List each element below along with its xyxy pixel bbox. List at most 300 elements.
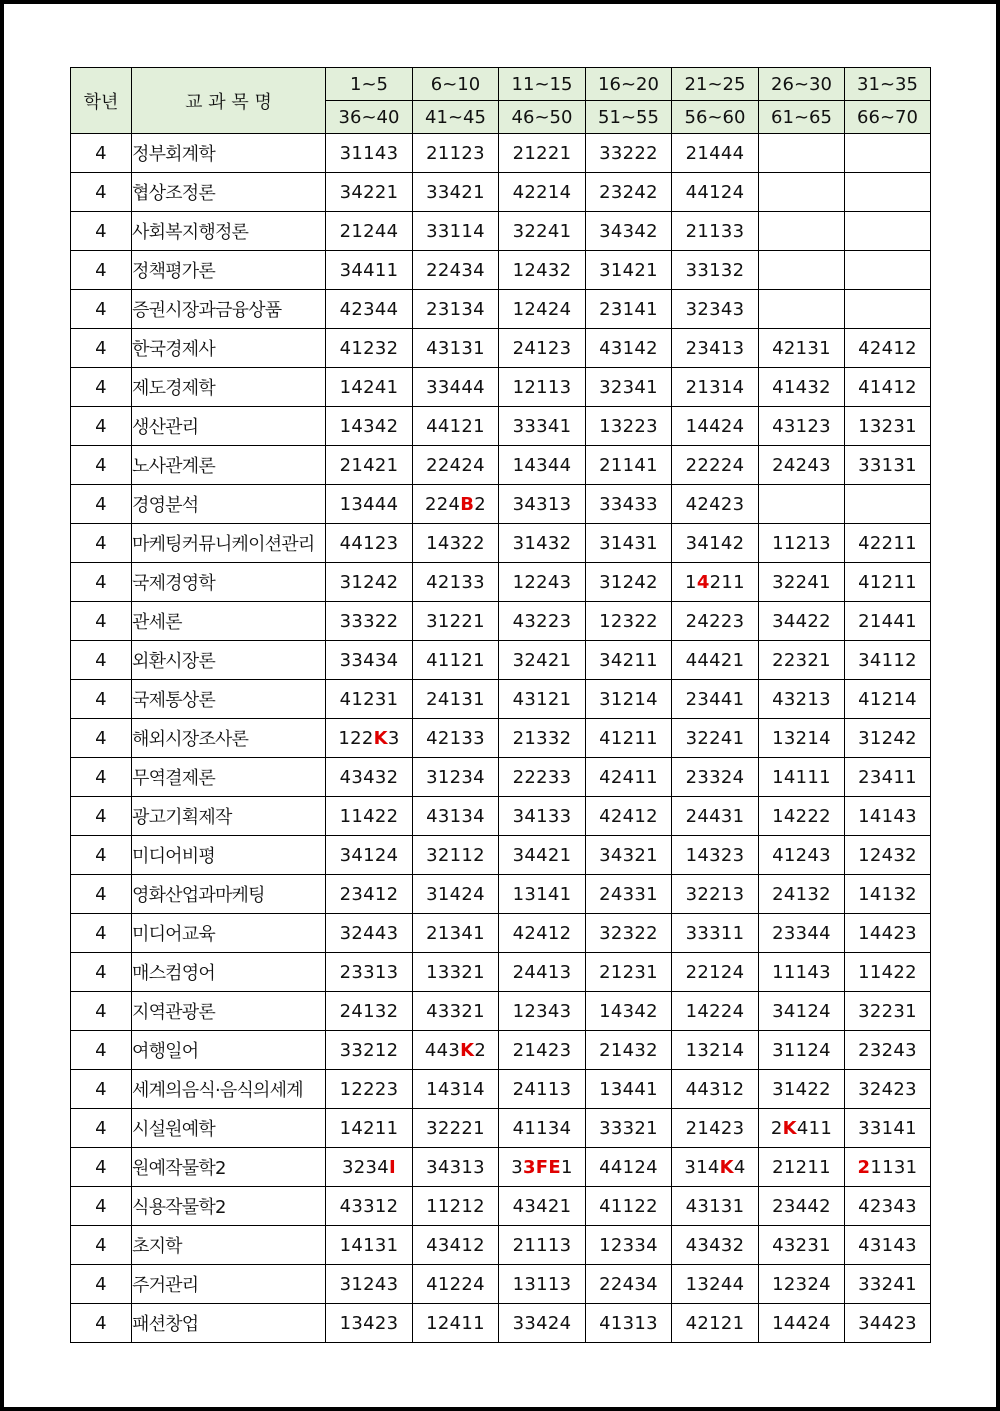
answer-code-cell: 32241	[672, 719, 759, 758]
table-row	[71, 173, 931, 212]
answer-code-cell	[759, 134, 845, 173]
code-character: 1	[561, 1156, 573, 1178]
answer-code-cell: 41232	[326, 329, 413, 368]
answer-code-cell: 12424	[499, 290, 586, 329]
code-character: 1	[870, 1156, 883, 1178]
grade-cell: 4	[71, 875, 132, 914]
range-header-bottom: 56~60	[672, 101, 759, 134]
grade-cell: 4	[71, 407, 132, 446]
code-character: 3	[341, 1156, 354, 1178]
answer-code-cell: 21314	[672, 368, 759, 407]
answer-code-cell: 11213	[759, 524, 845, 563]
table-row	[71, 953, 931, 992]
answer-code-cell: 14423	[845, 914, 931, 953]
table-row	[71, 368, 931, 407]
table-row	[71, 1226, 931, 1265]
table-row	[71, 329, 931, 368]
answer-code-cell	[845, 485, 931, 524]
table-row	[71, 563, 931, 602]
answer-code-cell: 44421	[672, 641, 759, 680]
grade-cell: 4	[71, 1226, 132, 1265]
code-character: 2	[350, 727, 362, 749]
answer-code-cell	[326, 719, 413, 758]
answer-code-cell: 32241	[499, 212, 586, 251]
answer-code-cell: 13214	[759, 719, 845, 758]
answer-code-cell: 14143	[845, 797, 931, 836]
corrected-character: 3	[522, 1156, 536, 1178]
code-character: 3	[893, 1156, 906, 1178]
range-header-bottom: 61~65	[759, 101, 845, 134]
answer-code-cell: 13444	[326, 485, 413, 524]
answer-code-cell	[413, 1031, 499, 1070]
code-character: 1	[820, 1117, 833, 1139]
answer-code-cell: 42214	[499, 173, 586, 212]
table-row	[71, 602, 931, 641]
answer-code-cell: 14131	[326, 1226, 413, 1265]
answer-code-cell: 32241	[759, 563, 845, 602]
answer-code-cell: 41214	[845, 680, 931, 719]
grade-cell: 4	[71, 914, 132, 953]
answer-code-cell: 13321	[413, 953, 499, 992]
subject-name-cell: 생산관리	[132, 407, 326, 446]
answer-code-cell	[845, 290, 931, 329]
answer-code-cell	[845, 251, 931, 290]
table-row	[71, 680, 931, 719]
grade-cell: 4	[71, 953, 132, 992]
answer-code-cell: 34221	[326, 173, 413, 212]
answer-code-cell: 33241	[845, 1265, 931, 1304]
answer-code-cell: 13113	[499, 1265, 586, 1304]
corrected-character: K	[460, 1039, 475, 1061]
answer-code-cell: 22224	[672, 446, 759, 485]
code-character: 4	[448, 493, 461, 515]
answer-code-cell	[759, 173, 845, 212]
answer-code-cell: 43421	[499, 1187, 586, 1226]
table-row	[71, 446, 931, 485]
answer-code-cell: 31432	[499, 524, 586, 563]
answer-code-cell: 12113	[499, 368, 586, 407]
answer-code-cell: 44123	[326, 524, 413, 563]
answer-code-cell: 33421	[413, 173, 499, 212]
answer-code-cell: 42133	[413, 563, 499, 602]
answer-code-cell: 21231	[586, 953, 672, 992]
answer-code-cell: 24132	[326, 992, 413, 1031]
answer-code-cell: 34313	[499, 485, 586, 524]
subject-name-cell: 해외시장조사론	[132, 719, 326, 758]
answer-code-cell: 11143	[759, 953, 845, 992]
subject-name-cell: 한국경제사	[132, 329, 326, 368]
range-header-bottom: 36~40	[326, 101, 413, 134]
answer-code-cell: 43131	[413, 329, 499, 368]
subject-name-cell: 제도경제학	[132, 368, 326, 407]
answer-code-cell: 21332	[499, 719, 586, 758]
answer-code-cell	[845, 1148, 931, 1187]
answer-code-cell: 33434	[326, 641, 413, 680]
answer-code-cell: 31421	[586, 251, 672, 290]
answer-code-cell: 24331	[586, 875, 672, 914]
answer-code-cell	[759, 485, 845, 524]
answer-code-cell: 33433	[586, 485, 672, 524]
answer-code-cell: 34313	[413, 1148, 499, 1187]
range-header-top: 11~15	[499, 68, 586, 101]
range-header-bottom: 51~55	[586, 101, 672, 134]
code-character: 2	[436, 493, 449, 515]
table-row	[71, 524, 931, 563]
grade-cell: 4	[71, 836, 132, 875]
answer-code-cell: 21432	[586, 1031, 672, 1070]
grade-cell: 4	[71, 719, 132, 758]
subject-name-cell: 국제경영학	[132, 563, 326, 602]
subject-name-cell: 시설원예학	[132, 1109, 326, 1148]
answer-code-cell: 23441	[672, 680, 759, 719]
code-character: 1	[905, 1156, 918, 1178]
answer-code-cell: 42343	[845, 1187, 931, 1226]
table-row	[71, 758, 931, 797]
answer-code-cell: 14314	[413, 1070, 499, 1109]
subject-name-cell: 식용작물학2	[132, 1187, 326, 1226]
answer-code-cell: 44124	[586, 1148, 672, 1187]
corrected-character: E	[548, 1156, 562, 1178]
code-character: 3	[511, 1156, 523, 1178]
answer-code-cell: 42211	[845, 524, 931, 563]
table-header	[71, 68, 931, 134]
answer-code-cell: 44124	[672, 173, 759, 212]
range-header-bottom: 46~50	[499, 101, 586, 134]
table-row	[71, 836, 931, 875]
answer-code-cell: 31243	[326, 1265, 413, 1304]
table-row	[71, 992, 931, 1031]
answer-code-cell: 24131	[413, 680, 499, 719]
subject-name-cell: 지역관광론	[132, 992, 326, 1031]
table-row	[71, 212, 931, 251]
code-character: 1	[882, 1156, 894, 1178]
answer-code-cell: 41211	[845, 563, 931, 602]
answer-code-cell: 31234	[413, 758, 499, 797]
answer-code-cell: 34411	[326, 251, 413, 290]
answer-code-cell: 23442	[759, 1187, 845, 1226]
grade-cell: 4	[71, 134, 132, 173]
answer-code-cell: 14323	[672, 836, 759, 875]
answer-code-cell	[845, 212, 931, 251]
answer-code-cell: 33341	[499, 407, 586, 446]
answer-key-table	[70, 67, 931, 1343]
answer-code-cell: 14111	[759, 758, 845, 797]
answer-code-cell: 32213	[672, 875, 759, 914]
grade-cell: 4	[71, 1070, 132, 1109]
code-character: 2	[424, 493, 437, 515]
answer-code-cell: 41211	[586, 719, 672, 758]
answer-code-cell: 21444	[672, 134, 759, 173]
code-character: 2	[474, 1039, 487, 1061]
subject-name-cell: 정책평가론	[132, 251, 326, 290]
grade-cell: 4	[71, 1109, 132, 1148]
code-character: 4	[707, 1156, 720, 1178]
answer-code-cell: 32231	[845, 992, 931, 1031]
answer-code-cell: 34133	[499, 797, 586, 836]
grade-cell: 4	[71, 446, 132, 485]
table-row	[71, 1265, 931, 1304]
table-row	[71, 251, 931, 290]
subject-name-cell: 원예작물학2	[132, 1148, 326, 1187]
table-row	[71, 1187, 931, 1226]
answer-code-cell: 41412	[845, 368, 931, 407]
code-character: 4	[796, 1117, 809, 1139]
grade-cell: 4	[71, 173, 132, 212]
answer-code-cell: 21133	[672, 212, 759, 251]
answer-code-cell: 22124	[672, 953, 759, 992]
answer-code-cell: 32322	[586, 914, 672, 953]
code-character: 2	[709, 571, 722, 593]
answer-code-cell: 12324	[759, 1265, 845, 1304]
answer-code-cell: 22321	[759, 641, 845, 680]
table-row	[71, 407, 931, 446]
answer-code-cell: 43142	[586, 329, 672, 368]
answer-code-cell	[759, 290, 845, 329]
answer-code-cell: 21221	[499, 134, 586, 173]
answer-code-cell: 21244	[326, 212, 413, 251]
answer-code-cell: 41121	[413, 641, 499, 680]
answer-code-cell: 23313	[326, 953, 413, 992]
answer-code-cell: 24431	[672, 797, 759, 836]
answer-code-cell: 13244	[672, 1265, 759, 1304]
code-character: 1	[696, 1156, 708, 1178]
answer-code-cell: 32343	[672, 290, 759, 329]
answer-code-cell: 33311	[672, 914, 759, 953]
subject-name-cell: 초지학	[132, 1226, 326, 1265]
answer-code-cell	[326, 1148, 413, 1187]
table-row	[71, 485, 931, 524]
answer-code-cell: 21423	[672, 1109, 759, 1148]
table-row	[71, 290, 931, 329]
subject-name-cell: 정부회계학	[132, 134, 326, 173]
answer-code-cell: 21341	[413, 914, 499, 953]
answer-code-cell	[759, 251, 845, 290]
answer-code-cell: 21423	[499, 1031, 586, 1070]
answer-code-cell: 12334	[586, 1226, 672, 1265]
answer-code-cell: 42423	[672, 485, 759, 524]
answer-code-cell	[845, 173, 931, 212]
answer-code-cell: 42411	[586, 758, 672, 797]
subject-name-cell: 마케팅커뮤니케이션관리	[132, 524, 326, 563]
grade-cell: 4	[71, 251, 132, 290]
answer-code-cell: 41122	[586, 1187, 672, 1226]
subject-name-cell: 관세론	[132, 602, 326, 641]
answer-code-cell: 34422	[759, 602, 845, 641]
answer-code-cell: 44121	[413, 407, 499, 446]
grade-cell: 4	[71, 992, 132, 1031]
grade-cell: 4	[71, 602, 132, 641]
answer-code-cell: 32443	[326, 914, 413, 953]
grade-cell: 4	[71, 1265, 132, 1304]
code-character: 3	[684, 1156, 697, 1178]
answer-code-cell: 34124	[326, 836, 413, 875]
answer-code-cell	[672, 1148, 759, 1187]
answer-code-cell	[413, 485, 499, 524]
answer-code-cell: 33141	[845, 1109, 931, 1148]
answer-code-cell: 33212	[326, 1031, 413, 1070]
answer-code-cell: 42412	[499, 914, 586, 953]
subject-name-cell: 외환시장론	[132, 641, 326, 680]
answer-code-cell: 34112	[845, 641, 931, 680]
answer-code-cell: 34142	[672, 524, 759, 563]
answer-code-cell: 23324	[672, 758, 759, 797]
answer-code-cell: 32221	[413, 1109, 499, 1148]
answer-code-cell: 12343	[499, 992, 586, 1031]
code-character: 2	[361, 727, 374, 749]
answer-code-cell: 43321	[413, 992, 499, 1031]
answer-code-cell: 33114	[413, 212, 499, 251]
answer-code-cell: 11422	[326, 797, 413, 836]
subject-name-cell: 주거관리	[132, 1265, 326, 1304]
answer-code-cell: 42121	[672, 1304, 759, 1343]
answer-code-cell: 42131	[759, 329, 845, 368]
answer-code-cell: 43432	[672, 1226, 759, 1265]
answer-code-cell: 21421	[326, 446, 413, 485]
answer-code-cell: 21113	[499, 1226, 586, 1265]
grade-cell: 4	[71, 329, 132, 368]
answer-code-cell: 13231	[845, 407, 931, 446]
answer-code-cell: 43123	[759, 407, 845, 446]
answer-code-cell: 33222	[586, 134, 672, 173]
code-character: 4	[377, 1156, 390, 1178]
answer-code-cell: 23411	[845, 758, 931, 797]
answer-code-cell: 14424	[759, 1304, 845, 1343]
answer-code-cell: 32112	[413, 836, 499, 875]
answer-code-cell: 34124	[759, 992, 845, 1031]
answer-code-cell: 41432	[759, 368, 845, 407]
answer-code-cell: 31431	[586, 524, 672, 563]
subject-name-cell: 매스컴영어	[132, 953, 326, 992]
corrected-character: K	[373, 727, 388, 749]
answer-code-cell: 13423	[326, 1304, 413, 1343]
subject-name-cell: 경영분석	[132, 485, 326, 524]
code-character: 3	[365, 1156, 378, 1178]
answer-code-cell: 24123	[499, 329, 586, 368]
answer-code-cell: 24113	[499, 1070, 586, 1109]
table-row	[71, 914, 931, 953]
answer-code-cell	[759, 212, 845, 251]
answer-code-cell: 32421	[499, 641, 586, 680]
answer-code-cell: 31124	[759, 1031, 845, 1070]
subject-name-cell: 세계의음식·음식의세계	[132, 1070, 326, 1109]
grade-cell: 4	[71, 680, 132, 719]
answer-code-cell: 42412	[845, 329, 931, 368]
answer-code-cell	[672, 563, 759, 602]
answer-code-cell: 14211	[326, 1109, 413, 1148]
corrected-character: K	[719, 1156, 734, 1178]
answer-code-cell: 12432	[845, 836, 931, 875]
grade-cell: 4	[71, 641, 132, 680]
answer-code-cell: 43143	[845, 1226, 931, 1265]
answer-code-cell	[845, 134, 931, 173]
answer-code-cell: 31242	[586, 563, 672, 602]
answer-code-cell: 11422	[845, 953, 931, 992]
answer-code-cell: 34423	[845, 1304, 931, 1343]
answer-code-cell: 31242	[326, 563, 413, 602]
answer-code-cell: 11212	[413, 1187, 499, 1226]
subject-name-cell: 패션창업	[132, 1304, 326, 1343]
answer-code-cell: 14342	[326, 407, 413, 446]
table-row	[71, 719, 931, 758]
answer-code-cell	[759, 1109, 845, 1148]
answer-code-cell: 21123	[413, 134, 499, 173]
table-body	[71, 134, 931, 1343]
corrected-character: 2	[857, 1156, 871, 1178]
answer-code-cell: 31424	[413, 875, 499, 914]
corrected-character: F	[535, 1156, 549, 1178]
answer-code-cell: 41224	[413, 1265, 499, 1304]
answer-code-cell: 24413	[499, 953, 586, 992]
answer-code-cell: 24223	[672, 602, 759, 641]
answer-code-cell: 44312	[672, 1070, 759, 1109]
corrected-character: K	[782, 1117, 797, 1139]
code-character: 1	[685, 571, 697, 593]
answer-code-cell: 31214	[586, 680, 672, 719]
answer-code-cell: 22434	[586, 1265, 672, 1304]
answer-code-cell: 33322	[326, 602, 413, 641]
corrected-character: 4	[696, 571, 710, 593]
answer-code-cell: 23141	[586, 290, 672, 329]
answer-code-cell: 42344	[326, 290, 413, 329]
subject-name-cell: 미디어교육	[132, 914, 326, 953]
answer-code-cell: 24243	[759, 446, 845, 485]
answer-code-cell: 14241	[326, 368, 413, 407]
range-header-top: 1~5	[326, 68, 413, 101]
answer-code-cell: 32341	[586, 368, 672, 407]
answer-code-cell: 22424	[413, 446, 499, 485]
answer-code-cell: 14322	[413, 524, 499, 563]
subject-name-cell: 영화산업과마케팅	[132, 875, 326, 914]
grade-cell: 4	[71, 797, 132, 836]
answer-code-cell: 21141	[586, 446, 672, 485]
range-header-top: 16~20	[586, 68, 672, 101]
subject-name-cell: 광고기획제작	[132, 797, 326, 836]
answer-code-cell: 23413	[672, 329, 759, 368]
range-header-top: 26~30	[759, 68, 845, 101]
table-row	[71, 1031, 931, 1070]
answer-code-cell: 23242	[586, 173, 672, 212]
answer-code-cell: 41134	[499, 1109, 586, 1148]
answer-code-cell: 43223	[499, 602, 586, 641]
table-row	[71, 134, 931, 173]
range-header-bottom: 66~70	[845, 101, 931, 134]
table-row	[71, 1070, 931, 1109]
answer-code-cell: 43432	[326, 758, 413, 797]
answer-code-cell: 31143	[326, 134, 413, 173]
answer-code-cell: 43121	[499, 680, 586, 719]
table-row	[71, 1304, 931, 1343]
table-row	[71, 641, 931, 680]
answer-code-cell: 14132	[845, 875, 931, 914]
subject-name-cell: 증권시장과금융상품	[132, 290, 326, 329]
subject-column-header: 교 과 목 명	[132, 68, 326, 134]
table-row	[71, 1148, 931, 1187]
answer-code-cell: 42412	[586, 797, 672, 836]
code-character: 1	[808, 1117, 821, 1139]
answer-code-cell: 21211	[759, 1148, 845, 1187]
answer-code-cell: 12322	[586, 602, 672, 641]
table-row	[71, 797, 931, 836]
code-character: 4	[424, 1039, 437, 1061]
answer-code-cell: 43412	[413, 1226, 499, 1265]
answer-code-cell: 14344	[499, 446, 586, 485]
answer-code-cell: 43312	[326, 1187, 413, 1226]
range-header-bottom: 41~45	[413, 101, 499, 134]
subject-name-cell: 여행일어	[132, 1031, 326, 1070]
corrected-character: I	[389, 1156, 397, 1178]
code-character: 1	[338, 727, 351, 749]
answer-code-cell: 12432	[499, 251, 586, 290]
